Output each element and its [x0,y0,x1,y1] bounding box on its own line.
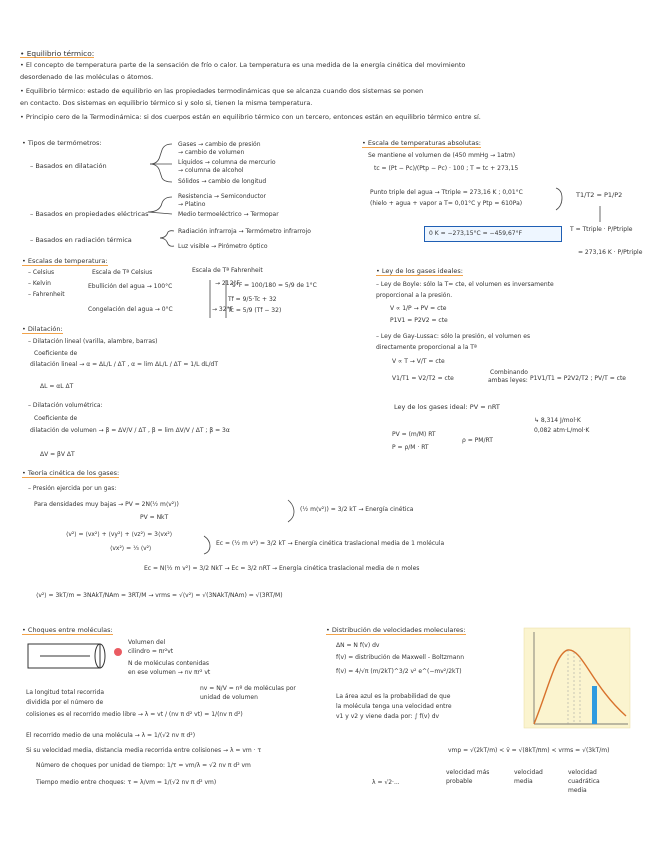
brace-thermocouple [148,212,172,214]
freezing-point-f: → 32°F [212,306,234,313]
solids-length: Sólidos → cambio de longitud [178,178,267,185]
rms-velocity-3: media [568,787,587,794]
velocity-comparison: vmp = √(2kT/m) < v̄ = √(8kT/πm) < vrms = √(3kT/m) [448,747,610,754]
freezing-point-c: Congelación del agua → 0°C [88,306,173,313]
absolute-scale-heading: • Escala de temperaturas absolutas: [362,139,481,147]
boyle-formula: V ∝ 1/P → PV = cte [390,305,447,312]
ideal-gas-law: Ley de los gases ideal: PV = nRT [394,403,500,411]
dilation-based: – Basados en dilatación [30,162,107,170]
scale-kelvin: – Kelvin [28,280,51,287]
gay-lussac-cont: directamente proporcional a la Tª [376,344,477,351]
temperature-concept-line2: desordenado de las moléculas o átomos. [20,73,154,81]
kinetic-theory-heading: • Teoría cinética de los gases: [22,469,120,477]
most-probable-2: probable [446,778,473,785]
brace-kinetic [288,500,294,522]
blue-area-3: v1 y v2 y viene dada por: ∫ f(v) dv [336,713,440,720]
zeroth-law: • Principio cero de la Termodinámica: si dos cuerpos están en equilibrio térmico con un tercero, entonces están en equilibrio térmico entre sí. [20,113,481,121]
degree-ratio: 9°F = 100/180 = 5/9 de 1°C [232,282,317,289]
resistance-semiconductor: Resistencia → Semiconductor [178,193,267,200]
mean-velocity-1: velocidad [514,769,543,776]
constant-volume-note: Se mantiene el volumen de (450 mmHg → 1atm) [368,152,516,159]
c-from-f: Tc = 5/9 (Tf − 32) [228,307,282,314]
nv-definition-cont: unidad de volumen [200,694,258,701]
linear-coefficient-formula: dilatación lineal → α = ΔL/L / ΔT , α = lim ΔL/L / ΔT = 1/L dL/dT [30,361,219,368]
combining-label: Combinando [490,369,528,376]
scale-fahrenheit: – Fahrenheit [28,291,65,298]
thermometers-heading: • Tipos de termómetros: [22,139,102,147]
boyle-law: – Ley de Boyle: sólo la T= cte, el volumen es inversamente [376,281,554,288]
volume-delta: ΔV = βV ΔT [40,451,75,458]
boiling-point-c: Ebullición del agua → 100°C [88,283,173,290]
collisions-per-time: Número de choques por unidad de tiempo: 1/τ = vm/λ = √2 nv π d² vm [36,762,251,769]
kinetic-energy-equality: (½ m⟨v²⟩) = 3/2 kT → Energía cinética [300,506,414,513]
scale-celsius: – Celsius [28,269,55,276]
volume-coefficient-label: Coeficiente de [34,415,78,422]
blue-area-2: la molécula tenga una velocidad entre [336,703,452,710]
dilation-heading: • Dilatación: [22,325,63,333]
probability-area [592,686,597,724]
brace-velocity [204,536,210,554]
collisions-heading: • Choques entre moléculas: [22,626,113,634]
linear-coefficient-label: Coeficiente de [34,350,78,357]
triple-point-note: (hielo + agua + vapor a T= 0,01°C y Ptp = 610Pa) [370,200,523,207]
linear-delta: ΔL = αL ΔT [40,383,74,390]
maxwell-boltzmann: f(v) = distribución de Maxwell - Boltzmann [336,654,465,661]
volume-coefficient-formula: dilatación de volumen → β = ΔV/V / ΔT , β = lim ΔV/V / ΔT ; β = 3α [30,427,230,434]
brace-optical [160,238,174,246]
f-from-c: Tf = 9/5·Tc + 32 [228,296,277,303]
electrical-based: – Basados en propiedades eléctricas [30,210,149,218]
brace-absolute [556,188,562,210]
radiation-based: – Basados en radiación térmica [30,236,132,244]
thermocouple: Medio termoeléctrico → Termopar [178,211,279,218]
divided-by: dividida por el número de [26,699,104,706]
fahrenheit-scale-label: Escala de Tª Fahrenheit [192,267,263,274]
scales-heading: • Escalas de temperatura: [22,257,108,265]
liquids-alcohol: → columna de alcohol [178,167,244,174]
rms-velocity-2: cuadrática [568,778,600,785]
vrms-formula: ⟨v²⟩ = 3kT/m = 3NAkT/NAm = 3RT/M → vrms = √⟨v²⟩ = √(3NAkT/NAm) = √(3RT/M) [36,592,283,599]
gay-lussac-equality: V1/T1 = V2/T2 = cte [392,375,454,382]
volumetric-dilation: – Dilatación volumétrica: [28,402,103,409]
molecules-contained: N de moléculas contenidas [128,660,210,667]
mean-velocity-2: media [514,778,533,785]
mean-time-between: Tiempo medio entre choques: τ = λ/vm = 1/(√2 nv π d² vm) [36,779,217,786]
boiling-point-f: → 212°F [215,280,240,287]
gas-laws-heading: • Ley de los gases ideales: [376,267,463,275]
rms-velocity-1: velocidad [568,769,597,776]
mean-distance: Si su velocidad media, distancia media recorrida entre colisiones → λ = vm · τ [26,747,262,754]
molecule-red [114,648,122,656]
gas-constant-atm: 0,082 atm·L/mol·K [534,427,590,434]
linear-dilation: – Dilatación lineal (varilla, alambre, barras) [28,338,158,345]
gas-constant-j: ↳ 8,314 J/mol·K [534,417,581,424]
gay-lussac-formula: V ∝ T → V/T = cte [392,358,445,365]
low-density-pressure: Para densidades muy bajas → PV = 2N(½ m⟨v²⟩) [34,501,179,508]
distribution-heading: • Distribución de velocidades moleculares: [326,626,466,634]
infrared: Radiación infrarroja → Termómetro infrarrojo [178,228,311,235]
velocity-components: ⟨v²⟩ = ⟨vx²⟩ + ⟨vy²⟩ + ⟨vz²⟩ = 3⟨vx²⟩ [66,531,173,538]
gas-pressure: – Presión ejercida por un gas: [28,485,117,492]
t-from-ptriple: T = Ttriple · P/Ptriple [570,226,633,233]
cylinder-volume-label: Volumen del [128,639,166,646]
gases-pressure: Gases → cambio de presión [178,141,261,148]
tc-formula: tc = (Pt − Pc)/(Ptp − Pc) · 100 ; T = tc + 273,15 [374,165,519,172]
boyle-law-cont: proporcional a la presión. [376,292,453,299]
lambda-extra: λ = √2·... [372,779,400,786]
gay-lussac-law: – Ley de Gay-Lussac: sólo la presión, el volumen es [376,333,531,340]
mean-free-path: colisiones es el recorrido medio libre → λ = vt / (nv π d² vt) = 1/(nv π d²) [26,711,243,718]
density-formula: ρ = PM/RT [462,437,493,444]
fv-formula: f(v) = 4/√π (m/2kT)^3/2 v² e^(−mv²/2kT) [336,668,462,675]
resistance-platinum: → Platino [178,201,206,208]
plot-background [524,628,630,728]
temp-pressure-ratio: T1/T2 = P1/P2 [576,191,623,199]
mean-path-molecule: El recorrido medio de una molécula → λ = 1/(√2 nv π d²) [26,732,196,739]
optical-pyrometer: Luz visible → Pirómetro óptico [178,243,268,250]
liquids-mercury: Líquidos → columna de mercurio [178,159,276,166]
ideal-gas-density-form: P = ρ/M · RT [392,444,429,451]
brace-solids [150,164,172,182]
triple-point: Punto triple del agua → Ttriple = 273,16 K ; 0,01°C [370,189,523,196]
both-laws-label: ambas leyes: [488,377,528,384]
celsius-scale-label: Escala de Tª Celsius [92,269,153,276]
vx-third: ⟨vx²⟩ = ⅓ ⟨v²⟩ [110,545,152,552]
ideal-gas-mass-form: PV = (m/M) RT [392,431,436,438]
temperature-concept-line1: • El concepto de temperatura parte de la sensación de frío o calor. La temperatura es una medida de la energía cinética del movimiento [20,61,466,69]
equilibrium-line1: • Equilibrio térmico: estado de equilibrio en las propiedades termodinámicas que se alcanza cuando dos sistemas se ponen [20,87,424,95]
combined-law: P1V1/T1 = P2V2/T2 ; PV/T = cte [530,375,626,382]
blue-area-1: La área azul es la probabilidad de que [336,693,451,700]
title-thermal-equilibrium: • Equilibrio térmico: [20,49,95,58]
cylinder-volume: cilindro = πr²vt [128,648,174,655]
brace-infrared [160,231,174,238]
t-value-kelvin: = 273,16 K · P/Ptriple [578,249,643,256]
molecules-in-volume: en ese volumen → nv πr² vt [128,669,211,676]
most-probable-1: velocidad más [446,769,490,776]
ec-one-molecule: Ec = (½ m v²) = 3/2 kT → Energía cinética traslacional media de 1 molécula [216,540,445,547]
brace-resistance [148,197,172,212]
nv-definition: nv = N/V = nº de moléculas por [200,685,296,692]
boyle-equality: P1V1 = P2V2 = cte [390,317,448,324]
absolute-zero: 0 K = −273,15°C = −459,67°F [429,230,523,237]
pv-nkt: PV = NkT [140,514,169,521]
ec-n-moles: Ec = N(½ m v²) = 3/2 NkT → Ec = 3/2 nRT → Energía cinética traslacional media de n moles [144,565,420,572]
equilibrium-line2: en contacto. Dos sistemas en equilibrio térmico si y solo si, tienen la misma temperatura. [20,99,313,107]
brace-gases [150,144,172,164]
delta-n: ΔN = N f(v) dv [336,642,380,649]
total-length: La longitud total recorrida [26,689,105,696]
gases-volume: → cambio de volumen [178,149,245,156]
